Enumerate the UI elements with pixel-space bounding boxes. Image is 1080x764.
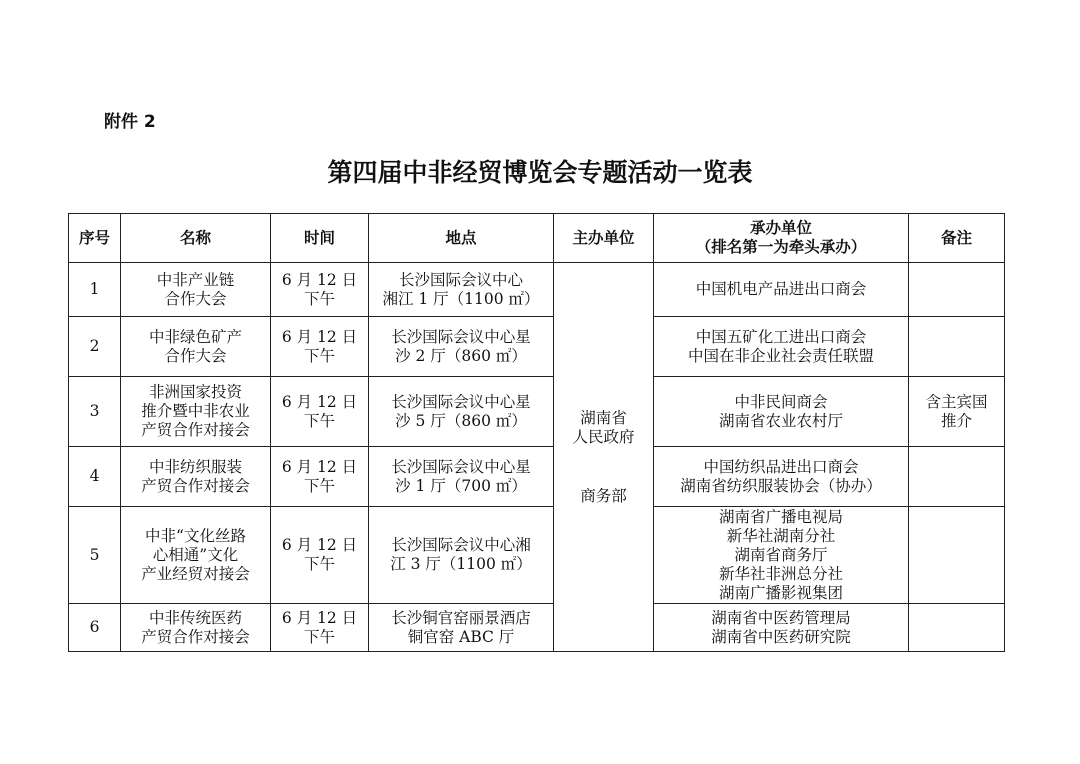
- cell-remark: [909, 317, 1005, 377]
- cell-index: 6: [69, 604, 121, 652]
- cell-line: 中非产业链: [156, 270, 235, 289]
- header-index: 序号: [69, 214, 121, 263]
- cell-name: [121, 263, 271, 317]
- cell-venue: [369, 507, 554, 604]
- table-header-row: [69, 214, 1005, 263]
- header-organizer: [654, 214, 909, 263]
- host-line: 商务部: [580, 486, 627, 505]
- header-venue: 地点: [369, 214, 554, 263]
- cell-time: [271, 317, 369, 377]
- cell-organizers: [654, 604, 909, 652]
- cell-line: 产贸合作对接会: [141, 421, 250, 439]
- cell-name: [121, 507, 271, 604]
- cell-line: 6 月 12 日: [281, 457, 358, 476]
- cell-line: 沙 5 厅（860 ㎡）: [395, 411, 527, 430]
- cell-line: 湖南省中医药研究院: [711, 627, 851, 646]
- cell-time: [271, 507, 369, 604]
- cell-name: [121, 377, 271, 447]
- cell-organizers: [654, 263, 909, 317]
- cell-line: 中非传统医药: [148, 608, 242, 627]
- cell-line: 长沙国际会议中心湘: [391, 536, 531, 554]
- cell-line: 湖南省广播电视局: [718, 507, 843, 526]
- cell-line: 长沙国际会议中心星: [391, 327, 531, 346]
- cell-venue: [369, 377, 554, 447]
- cell-line: 长沙国际会议中心星: [391, 457, 531, 476]
- cell-line: 6 月 12 日: [281, 608, 358, 627]
- cell-line: 下午: [303, 289, 335, 308]
- cell-line: 中非纺织服装: [148, 457, 242, 476]
- cell-line: 中非“文化丝路: [145, 526, 246, 545]
- cell-index: 5: [69, 507, 121, 604]
- cell-line: 6 月 12 日: [281, 270, 358, 289]
- cell-index: 3: [69, 377, 121, 447]
- cell-line: 长沙铜官窑丽景酒店: [391, 608, 531, 627]
- cell-index: 4: [69, 447, 121, 507]
- cell-line: 下午: [303, 476, 335, 495]
- table-row: [69, 604, 1005, 652]
- table-row: [69, 507, 1005, 604]
- cell-organizers: [654, 447, 909, 507]
- cell-line: 下午: [303, 346, 335, 365]
- document-title: 第四届中非经贸博览会专题活动一览表: [327, 158, 753, 187]
- cell-venue: [369, 317, 554, 377]
- host-line: 湖南省: [580, 408, 627, 427]
- table-row: [69, 377, 1005, 447]
- cell-line: 推介暨中非农业: [141, 402, 250, 420]
- cell-line: 心相通”文化: [152, 545, 239, 564]
- cell-remark: [909, 604, 1005, 652]
- cell-line: 沙 1 厅（700 ㎡）: [395, 476, 527, 495]
- cell-index: 2: [69, 317, 121, 377]
- activities-table: [68, 213, 1005, 652]
- cell-line: 合作大会: [164, 289, 227, 308]
- header-organizer-line1: 承办单位: [749, 219, 812, 237]
- cell-line: 推介: [940, 411, 972, 430]
- cell-line: 产贸合作对接会: [141, 627, 250, 646]
- cell-line: 6 月 12 日: [281, 536, 358, 554]
- cell-name: [121, 317, 271, 377]
- cell-line: 湖南省农业农村厅: [718, 411, 843, 430]
- table-row: [69, 263, 1005, 317]
- header-time: 时间: [271, 214, 369, 263]
- cell-line: 江 3 厅（1100 ㎡）: [390, 555, 532, 573]
- cell-line: 下午: [303, 627, 335, 646]
- cell-line: 湘江 1 厅（1100 ㎡）: [382, 289, 540, 308]
- cell-organizers: [654, 377, 909, 447]
- cell-line: 中非绿色矿产: [148, 327, 242, 346]
- cell-name: [121, 604, 271, 652]
- cell-line: 含主宾国: [925, 392, 988, 411]
- cell-line: 下午: [303, 555, 335, 573]
- header-organizer-line2: （排名第一为牵头承办）: [695, 238, 867, 256]
- cell-line: 中国在非企业社会责任联盟: [687, 346, 874, 365]
- cell-remark: [909, 377, 1005, 447]
- cell-line: 新华社非洲总分社: [718, 564, 843, 583]
- cell-venue: [369, 604, 554, 652]
- cell-time: [271, 263, 369, 317]
- cell-line: 铜官窑 ABC 厅: [407, 627, 515, 646]
- cell-line: 湖南省中医药管理局: [711, 608, 851, 627]
- cell-line: 6 月 12 日: [281, 327, 358, 346]
- cell-line: 长沙国际会议中心星: [391, 392, 531, 411]
- cell-line: 中国纺织品进出口商会: [703, 457, 859, 476]
- header-name: 名称: [121, 214, 271, 263]
- cell-line: 中国机电产品进出口商会: [695, 280, 867, 298]
- cell-line: 湖南省商务厅: [734, 545, 828, 564]
- cell-line: 产业经贸对接会: [141, 564, 250, 583]
- cell-remark: [909, 263, 1005, 317]
- cell-time: [271, 447, 369, 507]
- cell-host: [554, 263, 654, 652]
- cell-index: 1: [69, 263, 121, 317]
- cell-line: 下午: [303, 411, 335, 430]
- cell-line: 中非民间商会: [734, 392, 828, 411]
- table-row: [69, 447, 1005, 507]
- cell-line: 产贸合作对接会: [141, 476, 250, 495]
- cell-line: 合作大会: [164, 346, 227, 365]
- cell-line: 长沙国际会议中心: [398, 270, 523, 289]
- cell-venue: [369, 447, 554, 507]
- cell-line: 6 月 12 日: [281, 392, 358, 411]
- cell-line: 沙 2 厅（860 ㎡）: [395, 346, 527, 365]
- header-host: 主办单位: [554, 214, 654, 263]
- cell-remark: [909, 447, 1005, 507]
- table-row: [69, 317, 1005, 377]
- cell-line: 中国五矿化工进出口商会: [695, 327, 867, 346]
- header-remark: 备注: [909, 214, 1005, 263]
- host-gap: [558, 447, 649, 487]
- cell-remark: [909, 507, 1005, 604]
- cell-line: 非洲国家投资: [148, 383, 242, 401]
- cell-organizers: [654, 507, 909, 604]
- cell-name: [121, 447, 271, 507]
- cell-organizers: [654, 317, 909, 377]
- attachment-label: 附件 2: [104, 112, 156, 132]
- cell-line: 新华社湖南分社: [726, 526, 836, 545]
- host-line: 人民政府: [572, 427, 635, 446]
- cell-venue: [369, 263, 554, 317]
- cell-time: [271, 604, 369, 652]
- cell-line: 湖南省纺织服装协会（协办）: [680, 476, 882, 495]
- cell-time: [271, 377, 369, 447]
- cell-line: 湖南广播影视集团: [718, 583, 843, 602]
